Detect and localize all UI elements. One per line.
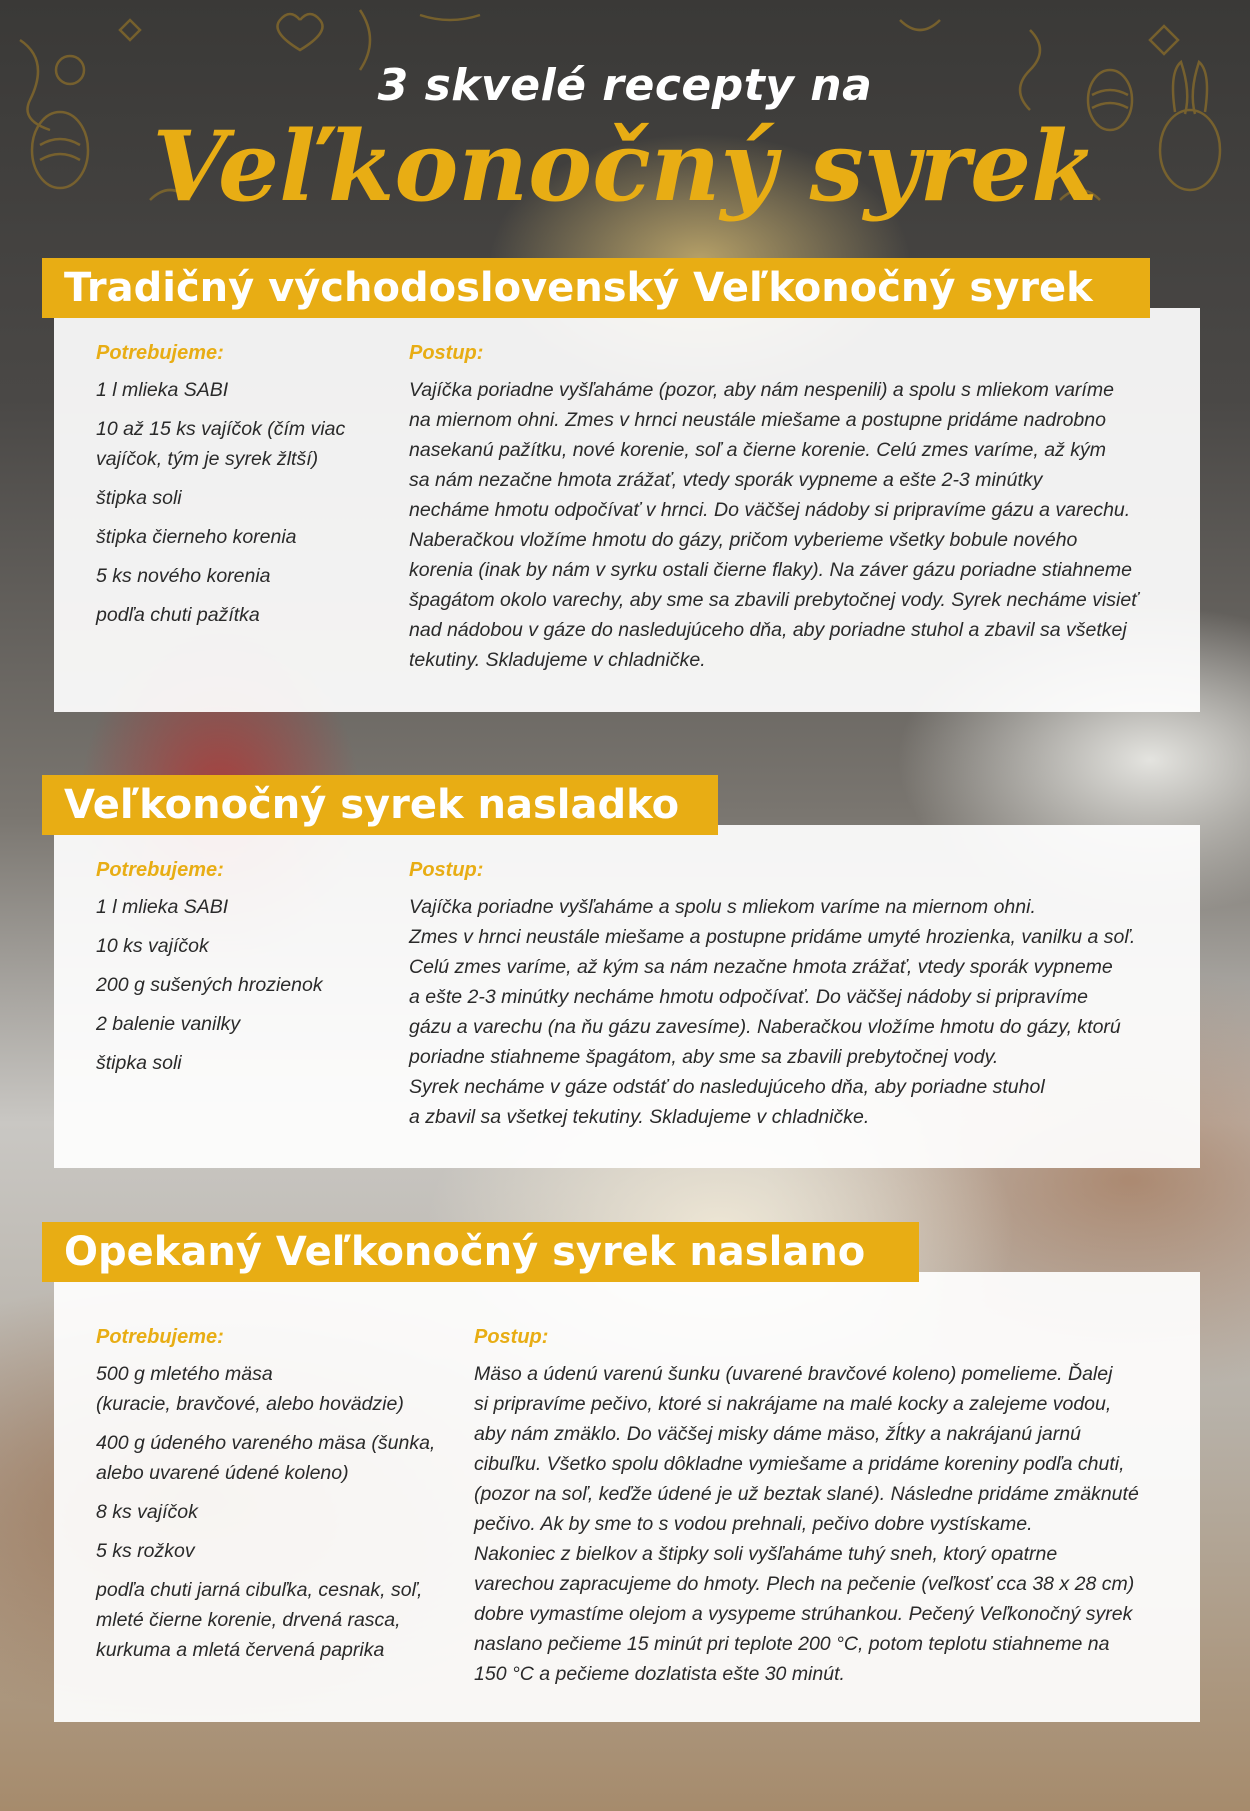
ingredient-line: podľa chuti jarná cibuľka, cesnak, soľ,	[96, 1579, 423, 1601]
ingredients-label: Potrebujeme:	[96, 1326, 224, 1348]
recipe-title-bar	[42, 258, 1150, 318]
ingredient-item	[96, 414, 386, 474]
header-subtitle: 3 skvelé recepty na	[377, 60, 873, 111]
ingredient-item	[96, 1575, 456, 1665]
step-line: a zbavil sa všetkej tekutiny. Skladujeme v chladničke.	[409, 1106, 870, 1128]
step-line: na miernom ohni. Zmes v hrnci neustále miešame a postupne pridáme nadrobno	[409, 409, 1106, 431]
ingredient-item	[96, 1428, 456, 1488]
ingredient-item	[96, 483, 386, 513]
ingredient-item	[96, 1048, 386, 1078]
steps-column	[409, 859, 1189, 1132]
step-line: Nakoniec z bielkov a štipky soli vyšľaháme tuhý sneh, ktorý opatrne	[474, 1543, 1058, 1565]
ingredients-column	[96, 342, 386, 639]
steps-column	[474, 1326, 1194, 1689]
step-line: Naberačkou vložíme hmotu do gázy, pričom vyberieme všetky bobule nového	[409, 529, 1078, 551]
ingredient-item	[96, 522, 386, 552]
ingredient-item	[96, 375, 386, 405]
step-line: poriadne stiahneme špagátom, aby sme sa zbavili prebytočnej vody.	[409, 1046, 999, 1068]
ingredient-line: (kuracie, bravčové, alebo hovädzie)	[96, 1393, 404, 1415]
step-line: Mäso a údenú varenú šunku (uvarené bravčové koleno) pomelieme. Ďalej	[474, 1363, 1113, 1385]
ingredients-column	[96, 859, 386, 1087]
ingredient-line: alebo uvarené údené koleno)	[96, 1462, 349, 1484]
step-line: si pripravíme pečivo, ktoré si nakrájame na malé kocky a zalejeme vodou,	[474, 1393, 1112, 1415]
ingredient-item	[96, 1359, 456, 1419]
ingredient-line: 400 g údeného vareného mäsa (šunka,	[96, 1432, 436, 1454]
recipe-title-bar	[42, 1222, 919, 1282]
ingredient-item	[96, 1536, 456, 1566]
step-line: naslano pečieme 15 minút pri teplote 200 °C, potom teplotu stiahneme na	[474, 1633, 1110, 1655]
step-line: Vajíčka poriadne vyšľaháme (pozor, aby nám nespenili) a spolu s mliekom varíme	[409, 379, 1114, 401]
ingredient-line: 1 l mlieka SABI	[96, 379, 229, 401]
ingredient-line: 200 g sušených hrozienok	[96, 974, 323, 996]
steps-label: Postup:	[474, 1326, 549, 1348]
step-line: 150 °C a pečieme dozlatista ešte 30 minút.	[474, 1663, 845, 1685]
ingredient-item	[96, 600, 386, 630]
recipe-card	[54, 308, 1200, 712]
step-line: Zmes v hrnci neustále miešame a postupne pridáme umyté hrozienka, vanilku a soľ.	[409, 926, 1136, 948]
steps-text	[474, 1359, 1194, 1689]
ingredient-line: kurkuma a mletá červená paprika	[96, 1639, 385, 1661]
step-line: nad nádobou v gáze do nasledujúceho dňa, aby poriadne stuhol a zbavil sa všetkej	[409, 619, 1127, 641]
recipe-title: Veľkonočný syrek nasladko	[64, 782, 680, 828]
ingredient-item	[96, 1497, 456, 1527]
ingredients-list	[96, 375, 386, 630]
ingredient-line: štipka soli	[96, 1052, 182, 1074]
step-line: sa nám nezačne hmota zrážať, vtedy sporák vypneme a ešte 2-3 minútky	[409, 469, 1043, 491]
recipe-title-bar	[42, 775, 718, 835]
step-line: korenia (inak by nám v syrku ostali čierne flaky). Na záver gázu poriadne stiahneme	[409, 559, 1132, 581]
steps-label: Postup:	[409, 342, 484, 364]
step-line: nasekanú pažítku, nové korenie, soľ a čierne korenie. Celú zmes varíme, až kým	[409, 439, 1106, 461]
step-line: Vajíčka poriadne vyšľaháme a spolu s mliekom varíme na miernom ohni.	[409, 896, 1036, 918]
header-title: Veľkonočný syrek	[152, 110, 1098, 223]
recipe-title: Tradičný východoslovenský Veľkonočný syrek	[64, 265, 1093, 311]
step-line: necháme hmotu odpočívať v hrnci. Do väčšej nádoby si pripravíme gázu a varechu.	[409, 499, 1131, 521]
page-header	[0, 60, 1250, 223]
ingredients-label: Potrebujeme:	[96, 859, 224, 881]
step-line: Syrek necháme v gáze odstáť do nasledujúceho dňa, aby poriadne stuhol	[409, 1076, 1045, 1098]
ingredient-line: mleté čierne korenie, drvená rasca,	[96, 1609, 401, 1631]
ingredient-line: podľa chuti pažítka	[96, 604, 260, 626]
steps-text	[409, 892, 1189, 1132]
ingredients-column	[96, 1326, 456, 1674]
step-line: aby nám zmäklo. Do väčšej misky dáme mäso, žĺtky a nakrájanú jarnú	[474, 1423, 1081, 1445]
ingredient-item	[96, 892, 386, 922]
step-line: Celú zmes varíme, až kým sa nám nezačne hmota zrážať, vtedy sporák vypneme	[409, 956, 1113, 978]
steps-text	[409, 375, 1189, 675]
steps-label: Postup:	[409, 859, 484, 881]
ingredient-line: 5 ks nového korenia	[96, 565, 271, 587]
ingredients-list	[96, 1359, 456, 1665]
ingredient-line: 2 balenie vanilky	[96, 1013, 241, 1035]
ingredients-list	[96, 892, 386, 1078]
ingredient-item	[96, 931, 386, 961]
step-line: cibuľku. Všetko spolu dôkladne vymiešame a pridáme koreniny podľa chuti,	[474, 1453, 1125, 1475]
step-line: (pozor na soľ, keďže údené je už beztak slané). Následne pridáme zmäknuté	[474, 1483, 1139, 1505]
recipe-card	[54, 825, 1200, 1168]
step-line: pečivo. Ak by sme to s vodou prehnali, pečivo dobre vystískame.	[474, 1513, 1033, 1535]
recipe-card	[54, 1272, 1200, 1722]
ingredient-line: štipka čierneho korenia	[96, 526, 297, 548]
ingredient-item	[96, 561, 386, 591]
ingredient-line: 10 až 15 ks vajíčok (čím viac	[96, 418, 346, 440]
step-line: gázu a varechu (na ňu gázu zavesíme). Naberačkou vložíme hmotu do gázy, ktorú	[409, 1016, 1121, 1038]
heart-doodle-icon	[120, 20, 140, 40]
recipe-title: Opekaný Veľkonočný syrek naslano	[64, 1229, 866, 1275]
ingredient-line: 1 l mlieka SABI	[96, 896, 229, 918]
ingredient-line: vajíčok, tým je syrek žltší)	[96, 448, 319, 470]
ingredient-line: 8 ks vajíčok	[96, 1501, 198, 1523]
step-line: tekutiny. Skladujeme v chladničke.	[409, 649, 706, 671]
step-line: varechou zapracujeme do hmoty. Plech na pečenie (veľkosť cca 38 x 28 cm)	[474, 1573, 1135, 1595]
step-line: dobre vymastíme olejom a vysypeme strúhankou. Pečený Veľkonočný syrek	[474, 1603, 1133, 1625]
ingredient-line: 5 ks rožkov	[96, 1540, 195, 1562]
steps-column	[409, 342, 1189, 675]
ingredient-line: štipka soli	[96, 487, 182, 509]
ingredient-line: 500 g mletého mäsa	[96, 1363, 273, 1385]
ingredient-item	[96, 1009, 386, 1039]
ingredient-item	[96, 970, 386, 1000]
step-line: a ešte 2-3 minútky necháme hmotu odpočívať. Do väčšej nádoby si pripravíme	[409, 986, 1088, 1008]
ingredient-line: 10 ks vajíčok	[96, 935, 209, 957]
step-line: špagátom okolo varechy, aby sme sa zbavili prebytočnej vody. Syrek necháme visieť	[409, 589, 1139, 611]
ingredients-label: Potrebujeme:	[96, 342, 224, 364]
